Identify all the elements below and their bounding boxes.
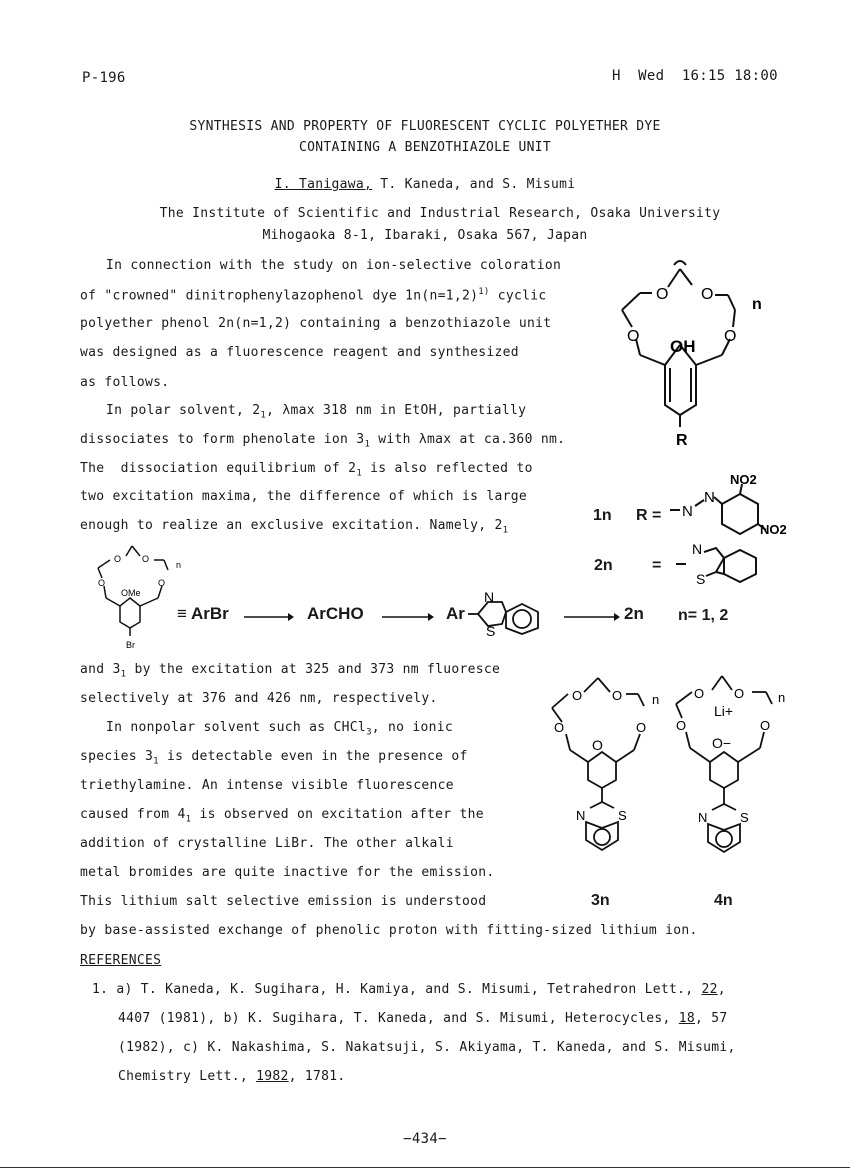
svg-text:N: N — [682, 503, 693, 520]
svg-text:n: n — [778, 690, 786, 705]
body-line: of "crowned" dinitrophenylazophenol dye 1n(n=1,2)$^{1)}$ cyclic — [80, 287, 547, 304]
svg-text:NO2: NO2 — [730, 472, 757, 487]
references-heading: REFERENCES — [80, 953, 162, 968]
reference-line: 4407 (1981), b) K. Sugihara, T. Kaneda, and S. Misumi, Heterocycles, 18, 57 — [118, 1011, 728, 1026]
svg-text:Li+: Li+ — [714, 703, 734, 719]
body-line: This lithium salt selective emission is understood — [80, 894, 487, 909]
body-line: polyether phenol 2n(n=1,2) containing a benzothiazole unit — [80, 316, 552, 331]
label-1n: 1n — [593, 507, 612, 524]
reaction-arrow-2 — [380, 612, 435, 622]
n-values: n= 1, 2 — [678, 607, 729, 624]
svg-text:O−: O− — [712, 735, 732, 751]
svg-text:O: O — [656, 286, 669, 303]
crown-phenol-structure — [600, 255, 790, 455]
svg-text:n: n — [176, 560, 182, 570]
body-line: metal bromides are quite inactive for the emission. — [80, 865, 495, 880]
svg-text:S: S — [618, 808, 627, 823]
co-authors: T. Kaneda, and S. Misumi — [372, 177, 576, 192]
svg-text:S: S — [696, 571, 706, 587]
body-line: dissociates to form phenolate ion $3_1$ with λmax at ca.360 nm. — [80, 432, 566, 450]
affiliation-line-2: Mihogaoka 8-1, Ibaraki, Osaka 567, Japan — [262, 228, 588, 243]
svg-text:O: O — [592, 737, 603, 753]
body-line: selectively at 376 and 426 nm, respectively. — [80, 691, 438, 706]
svg-text:S: S — [740, 810, 749, 825]
body-line: and $3_1$ by the excitation at 325 and 373 nm fluoresce — [80, 662, 501, 680]
svg-text:NO2: NO2 — [760, 522, 787, 537]
abstract-code: P-196 — [82, 70, 126, 86]
svg-text:OMe: OMe — [121, 588, 141, 598]
reference-line: (1982), c) K. Nakashima, S. Nakatsuji, S. Akiyama, T. Kaneda, and S. Misumi, — [118, 1040, 736, 1055]
svg-text:O: O — [554, 720, 565, 735]
svg-text:O: O — [734, 686, 745, 701]
svg-text:O: O — [676, 718, 687, 733]
ar-label: Ar — [446, 604, 465, 623]
body-line: was designed as a fluorescence reagent and synthesized — [80, 345, 519, 360]
benzothiazolyl-group — [676, 538, 786, 588]
svg-text:O: O — [142, 554, 150, 564]
body-line: species $3_1$ is detectable even in the presence of — [80, 749, 468, 767]
body-line: In polar solvent, $2_1$, λmax 318 nm in EtOH, partially — [106, 403, 527, 421]
body-line: In nonpolar solvent such as CHCl$_3$, no ionic — [106, 720, 454, 738]
svg-text:N: N — [484, 589, 495, 605]
phenolate-3n-structure — [540, 672, 670, 872]
svg-text:O: O — [694, 686, 705, 701]
reaction-arrow-1 — [242, 612, 294, 622]
svg-text:N: N — [698, 810, 708, 825]
product-2n: 2n — [624, 604, 644, 623]
body-line: The dissociation equilibrium of $2_1$ is also reflected to — [80, 461, 533, 479]
affiliation-line-1: The Institute of Scientific and Industrial Research, Osaka University — [159, 206, 721, 221]
presenting-author: I. Tanigawa, — [274, 177, 373, 192]
paper-title-line-1: SYNTHESIS AND PROPERTY OF FLUORESCENT CYCLIC POLYETHER DYE — [189, 119, 661, 134]
svg-text:O: O — [158, 578, 166, 588]
body-line: as follows. — [80, 375, 170, 390]
svg-text:N: N — [576, 808, 586, 823]
body-line: addition of crystalline LiBr. The other alkali — [80, 836, 454, 851]
svg-text:O: O — [572, 688, 583, 703]
reaction-arrow-3 — [562, 612, 622, 622]
reference-line: Chemistry Lett., 1982, 1781. — [118, 1069, 346, 1084]
ar-benzothiazole — [466, 588, 556, 638]
svg-text:O: O — [760, 718, 771, 733]
svg-text:R: R — [676, 432, 688, 449]
svg-text:O: O — [98, 578, 106, 588]
dinitrophenylazo-group — [660, 470, 850, 545]
label-3n: 3n — [591, 892, 610, 909]
svg-text:O: O — [724, 328, 737, 345]
label-4n: 4n — [714, 892, 733, 909]
paper-title-line-2: CONTAINING A BENZOTHIAZOLE UNIT — [299, 140, 551, 155]
body-line: enough to realize an exclusive excitation. Namely, $2_1$ — [80, 518, 509, 536]
svg-text:n: n — [652, 692, 660, 707]
svg-text:N: N — [704, 489, 715, 506]
body-line: caused from $4_1$ is observed on excitation after the — [80, 807, 484, 825]
body-line: In connection with the study on ion-selective coloration — [106, 258, 562, 273]
equals-sign: = — [652, 557, 662, 574]
svg-text:Br: Br — [126, 640, 135, 650]
label-2n: 2n — [594, 557, 613, 574]
lithium-salt-4n-structure — [668, 664, 798, 874]
starting-crown-bromide — [88, 538, 198, 653]
svg-text:OH: OH — [670, 337, 696, 356]
session-info: H Wed 16:15 18:00 — [612, 68, 778, 84]
svg-text:O: O — [701, 286, 714, 303]
svg-text:N: N — [692, 541, 703, 557]
svg-text:O: O — [612, 688, 623, 703]
authors — [0, 177, 850, 192]
svg-text:O: O — [636, 720, 647, 735]
svg-text:O: O — [114, 554, 122, 564]
page-number: −434− — [403, 1131, 447, 1147]
r-equals: R = — [636, 507, 662, 524]
arbr-label: ≡ ArBr — [177, 604, 229, 623]
reference-line: 1. a) T. Kaneda, K. Sugihara, H. Kamiya, and S. Misumi, Tetrahedron Lett., 22, — [92, 982, 726, 997]
svg-text:O: O — [627, 328, 640, 345]
body-line: two excitation maxima, the difference of which is large — [80, 489, 527, 504]
archo-label: ArCHO — [307, 604, 364, 623]
body-line: by base-assisted exchange of phenolic proton with fitting-sized lithium ion. — [80, 923, 698, 938]
body-line: triethylamine. An intense visible fluorescence — [80, 778, 454, 793]
svg-text:S: S — [486, 623, 496, 639]
bottom-rule — [0, 1167, 850, 1168]
svg-text:n: n — [752, 296, 762, 313]
